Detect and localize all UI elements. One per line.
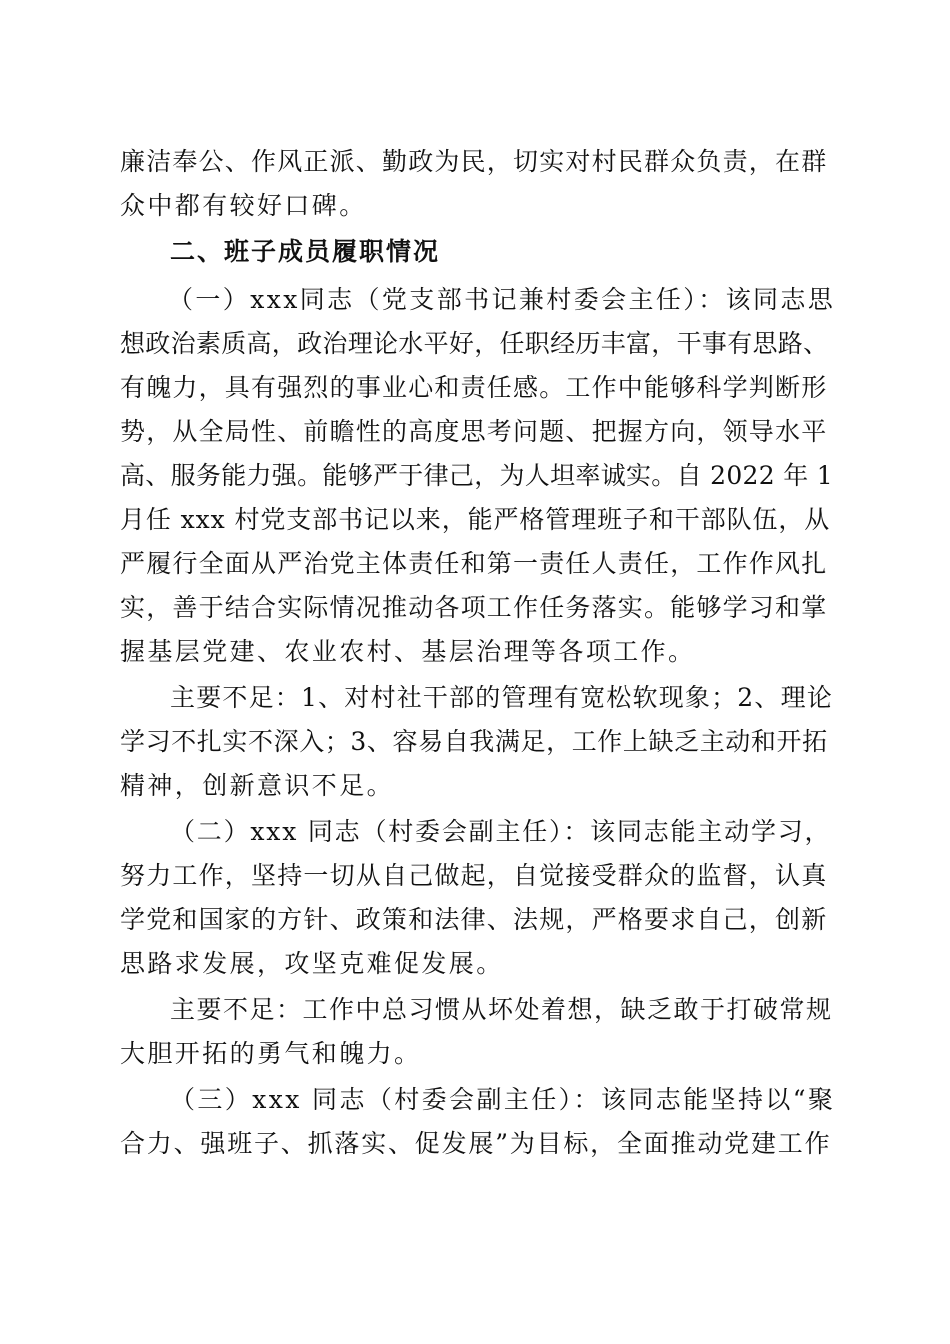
body-text-line: 廉洁奉公、作风正派、勤政为民，切实对村民群众负责，在群 — [120, 147, 828, 176]
body-text-line: 主要不足：1、对村社干部的管理有宽松软现象；2、理论 — [170, 683, 834, 712]
body-text-line: 众中都有较好口碑。 — [120, 191, 367, 220]
body-text-line: 努力工作，坚持一切从自己做起，自觉接受群众的监督，认真 — [120, 861, 828, 890]
body-text-line: （一）xxx同志（党支部书记兼村委会主任）：该同志思 — [168, 285, 836, 314]
body-text-line: 大胆开拓的勇气和魄力。 — [120, 1039, 422, 1068]
body-text-line: 想政治素质高，政治理论水平好，任职经历丰富，干事有思路、 — [120, 329, 829, 358]
body-text-line: 学习不扎实不深入；3、容易自我满足，工作上缺乏主动和开拓 — [120, 727, 828, 756]
body-text-line: 有魄力，具有强烈的事业心和责任感。工作中能够科学判断形 — [120, 373, 828, 402]
body-text-line: 思路求发展，攻坚克难促发展。 — [120, 949, 504, 978]
body-text-line: 月任 xxx 村党支部书记以来，能严格管理班子和干部队伍，从 — [120, 505, 831, 534]
body-text-line: 学党和国家的方针、政策和法律、法规，严格要求自己，创新 — [120, 905, 828, 934]
body-text-line: 实，善于结合实际情况推动各项工作任务落实。能够学习和掌 — [120, 593, 828, 622]
body-text-line: 握基层党建、农业农村、基层治理等各项工作。 — [120, 637, 696, 666]
section-heading: 二、班子成员履职情况 — [170, 237, 441, 266]
body-text-line: 严履行全面从严治党主体责任和第一责任人责任，工作作风扎 — [120, 549, 828, 578]
body-text-line: 主要不足：工作中总习惯从坏处着想，缺乏敢于打破常规 — [170, 995, 833, 1024]
body-text-line: 合力、强班子、抓落实、促发展”为目标，全面推动党建工作 — [120, 1129, 832, 1158]
body-text-line: 精神，创新意识不足。 — [120, 771, 395, 800]
body-text-line: 高、服务能力强。能够严于律己，为人坦率诚实。自 2022 年 1 — [120, 461, 833, 490]
body-text-line: 势，从全局性、前瞻性的高度思考问题、把握方向，领导水平 — [120, 417, 828, 446]
body-text-line: （三）xxx 同志（村委会副主任）：该同志能坚持以“聚 — [170, 1085, 836, 1114]
body-text-line: （二）xxx 同志（村委会副主任）：该同志能主动学习， — [170, 817, 832, 846]
